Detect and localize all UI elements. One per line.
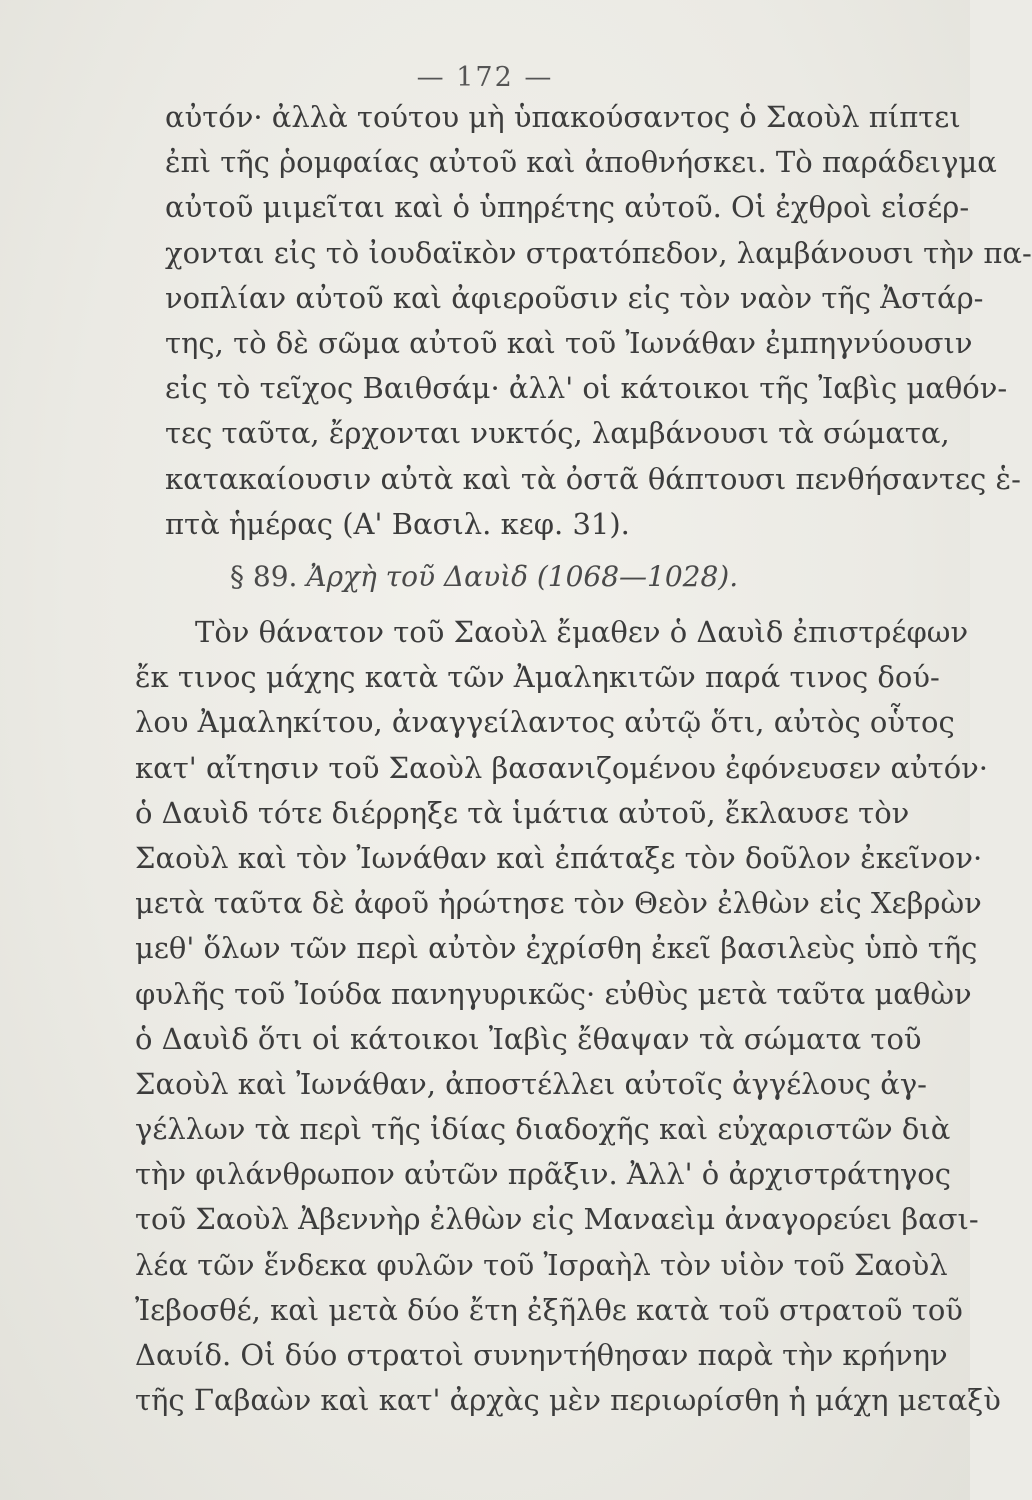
- text-line: λου Ἀμαληκίτου, ἀναγγείλαντος αὐτῷ ὅτι, αὐτὸς οὗτος: [135, 705, 955, 740]
- text-line: ἔκ τινος μάχης κατὰ τῶν Ἀμαληκιτῶν παρά τινος δού-: [135, 660, 940, 695]
- section-heading: [230, 555, 830, 599]
- text-line: μεθ' ὅλων τῶν περὶ αὐτὸν ἐχρίσθη ἐκεῖ βασιλεὺς ὑπὸ τῆς: [135, 931, 978, 966]
- text-line: χονται εἰς τὸ ἰουδαϊκὸν στρατόπεδον, λαμβάνουσι τὴν πα-: [165, 235, 1032, 270]
- text-line: λέα τῶν ἕνδεκα φυλῶν τοῦ Ἰσραὴλ τὸν υἱὸν τοῦ Σαοὺλ: [135, 1247, 948, 1282]
- page-number: — 172 —: [416, 62, 554, 93]
- text-line: Σαοὺλ καὶ Ἰωνάθαν, ἀποστέλλει αὐτοῖς ἀγγέλους ἀγ-: [135, 1066, 927, 1101]
- text-line: ὁ Δαυὶδ ὅτι οἱ κάτοικοι Ἰαβὶς ἔθαψαν τὰ σώματα τοῦ: [135, 1021, 922, 1056]
- text-line: ἐπὶ τῆς ῥομφαίας αὐτοῦ καὶ ἀποθνήσκει. Τὸ παράδειγμα: [165, 145, 997, 180]
- text-line: τες ταῦτα, ἔρχονται νυκτός, λαμβάνουσι τὰ σώματα,: [165, 416, 950, 451]
- text-line: τὴν φιλάνθρωπον αὐτῶν πρᾶξιν. Ἀλλ' ὁ ἀρχιστράτηγος: [135, 1157, 951, 1192]
- text-line: γέλλων τὰ περὶ τῆς ἰδίας διαδοχῆς καὶ εὐχαριστῶν διὰ: [135, 1112, 951, 1147]
- text-line: κατακαίουσιν αὐτὰ καὶ τὰ ὀστᾶ θάπτουσι πενθήσαντες ἑ-: [165, 461, 1021, 496]
- text-line: μετὰ ταῦτα δὲ ἀφοῦ ἠρώτησε τὸν Θεὸν ἐλθὼν εἰς Χεβρὼν: [135, 886, 982, 921]
- text-line: τῆς Γαβαὼν καὶ κατ' ἀρχὰς μὲν περιωρίσθη ἡ μάχη μεταξὺ: [135, 1383, 1001, 1418]
- text-line: Τὸν θάνατον τοῦ Σαοὺλ ἔμαθεν ὁ Δαυὶδ ἐπιστρέφων: [195, 615, 969, 649]
- text-line: αὐτοῦ μιμεῖται καὶ ὁ ὑπηρέτης αὐτοῦ. Οἱ ἐχθροὶ εἰσέρ-: [165, 190, 970, 225]
- section-number: § 89.: [230, 560, 298, 593]
- text-line: τοῦ Σαοὺλ Ἀβεννὴρ ἐλθὼν εἰς Μαναεὶμ ἀναγορεύει βασι-: [135, 1202, 979, 1237]
- paragraph-section-89: [135, 610, 1001, 1423]
- text-line: εἰς τὸ τεῖχος Βαιθσάμ· ἀλλ' οἱ κάτοικοι τῆς Ἰαβὶς μαθόν-: [165, 371, 1008, 406]
- section-title: Ἀρχὴ τοῦ Δαυὶδ (1068—1028).: [306, 560, 739, 593]
- text-line: φυλῆς τοῦ Ἰούδα πανηγυρικῶς· εὐθὺς μετὰ ταῦτα μαθὼν: [135, 976, 972, 1011]
- text-line: Δαυίδ. Οἱ δύο στρατοὶ συνηντήθησαν παρὰ τὴν κρήνην: [135, 1338, 948, 1372]
- text-line: Σαοὺλ καὶ τὸν Ἰωνάθαν καὶ ἐπάταξε τὸν δοῦλον ἐκεῖνον·: [135, 840, 983, 875]
- text-line: νοπλίαν αὐτοῦ καὶ ἀφιεροῦσιν εἰς τὸν ναὸν τῆς Ἀστάρ-: [165, 280, 984, 315]
- text-line: ὁ Δαυὶδ τότε διέρρηξε τὰ ἱμάτια αὐτοῦ, ἔκλαυσε τὸν: [135, 795, 910, 830]
- paragraph-continuation: [165, 95, 1032, 547]
- text-line: Ἰεβοσθέ, καὶ μετὰ δύο ἔτη ἐξῆλθε κατὰ τοῦ στρατοῦ τοῦ: [135, 1292, 963, 1327]
- text-line: κατ' αἴτησιν τοῦ Σαοὺλ βασανιζομένου ἐφόνευσεν αὐτόν·: [135, 750, 989, 785]
- text-line: πτὰ ἡμέρας (Α' Βασιλ. κεφ. 31).: [165, 506, 630, 541]
- text-line: αὐτόν· ἀλλὰ τούτου μὴ ὑπακούσαντος ὁ Σαοὺλ πίπτει: [165, 100, 961, 134]
- text-line: της, τὸ δὲ σῶμα αὐτοῦ καὶ τοῦ Ἰωνάθαν ἐμπηγνύουσιν: [165, 325, 973, 360]
